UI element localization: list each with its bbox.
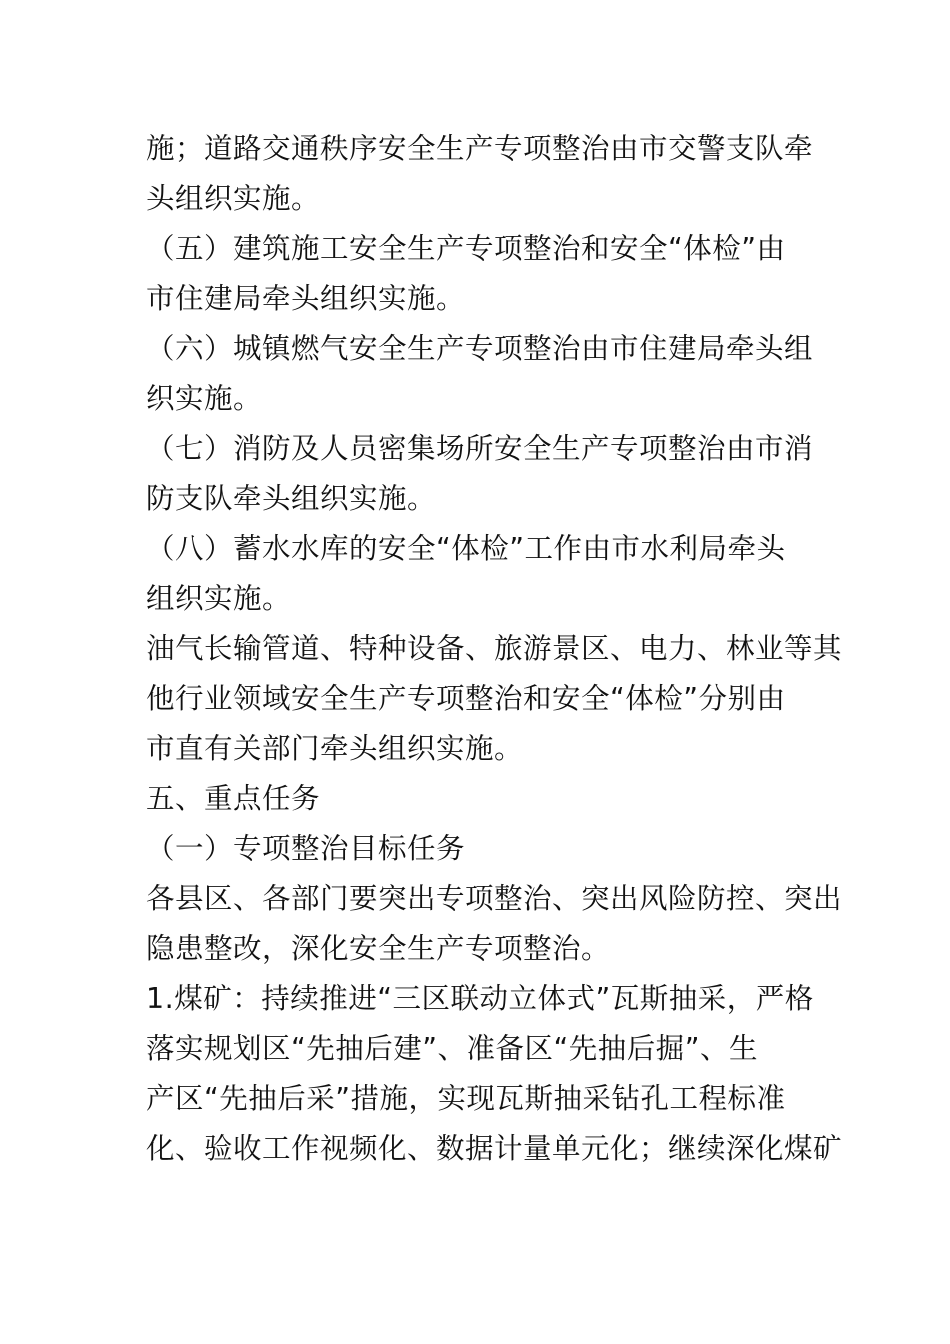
text-line: （六）城镇燃气安全生产专项整治由市住建局牵头组 <box>146 332 814 365</box>
paragraph-intro <box>146 874 843 974</box>
section-heading-text: 五、重点任务 <box>146 782 321 815</box>
paragraph-item-8 <box>146 524 816 624</box>
text-line: （八）蓄水水库的安全“体检”工作由市水利局牵头 <box>146 532 786 565</box>
text-line: 市直有关部门牵头组织实施。 <box>146 732 524 765</box>
text-line: 油气长输管道、特种设备、旅游景区、电力、林业等其 <box>146 632 843 665</box>
text-line: 隐患整改，深化安全生产专项整治。 <box>146 932 611 965</box>
text-line: 落实规划区“先抽后建”、准备区“先抽后掘”、生 <box>146 1032 759 1065</box>
section-heading <box>146 774 816 824</box>
text-line: 市住建局牵头组织实施。 <box>146 282 466 315</box>
text-line: 施；道路交通秩序安全生产专项整治由市交警支队牵 <box>146 132 814 165</box>
text-line: （五）建筑施工安全生产专项整治和安全“体检”由 <box>146 232 786 265</box>
paragraph-item-5 <box>146 224 816 324</box>
text-line: 1.煤矿：持续推进“三区联动立体式”瓦斯抽采，严格 <box>146 982 814 1015</box>
paragraph-coal-mine <box>146 974 843 1174</box>
text-line: 织实施。 <box>146 382 263 415</box>
paragraph-other-industries <box>146 624 843 774</box>
text-line: 产区“先抽后采”措施，实现瓦斯抽采钻孔工程标准 <box>146 1082 786 1115</box>
text-line: 化、验收工作视频化、数据计量单元化；继续深化煤矿 <box>146 1132 843 1165</box>
text-line: 各县区、各部门要突出专项整治、突出风险防控、突出 <box>146 882 843 915</box>
paragraph-item-6 <box>146 324 816 424</box>
text-line: 他行业领域安全生产专项整治和安全“体检”分别由 <box>146 682 786 715</box>
paragraph-item-7 <box>146 424 816 524</box>
document-body <box>146 124 843 1174</box>
text-line: 头组织实施。 <box>146 182 321 215</box>
subsection-heading <box>146 824 816 874</box>
subsection-heading-text: （一）专项整治目标任务 <box>146 832 466 865</box>
text-line: 组织实施。 <box>146 582 292 615</box>
text-line: （七）消防及人员密集场所安全生产专项整治由市消 <box>146 432 814 465</box>
text-line: 防支队牵头组织实施。 <box>146 482 437 515</box>
paragraph-continuation <box>146 124 816 224</box>
